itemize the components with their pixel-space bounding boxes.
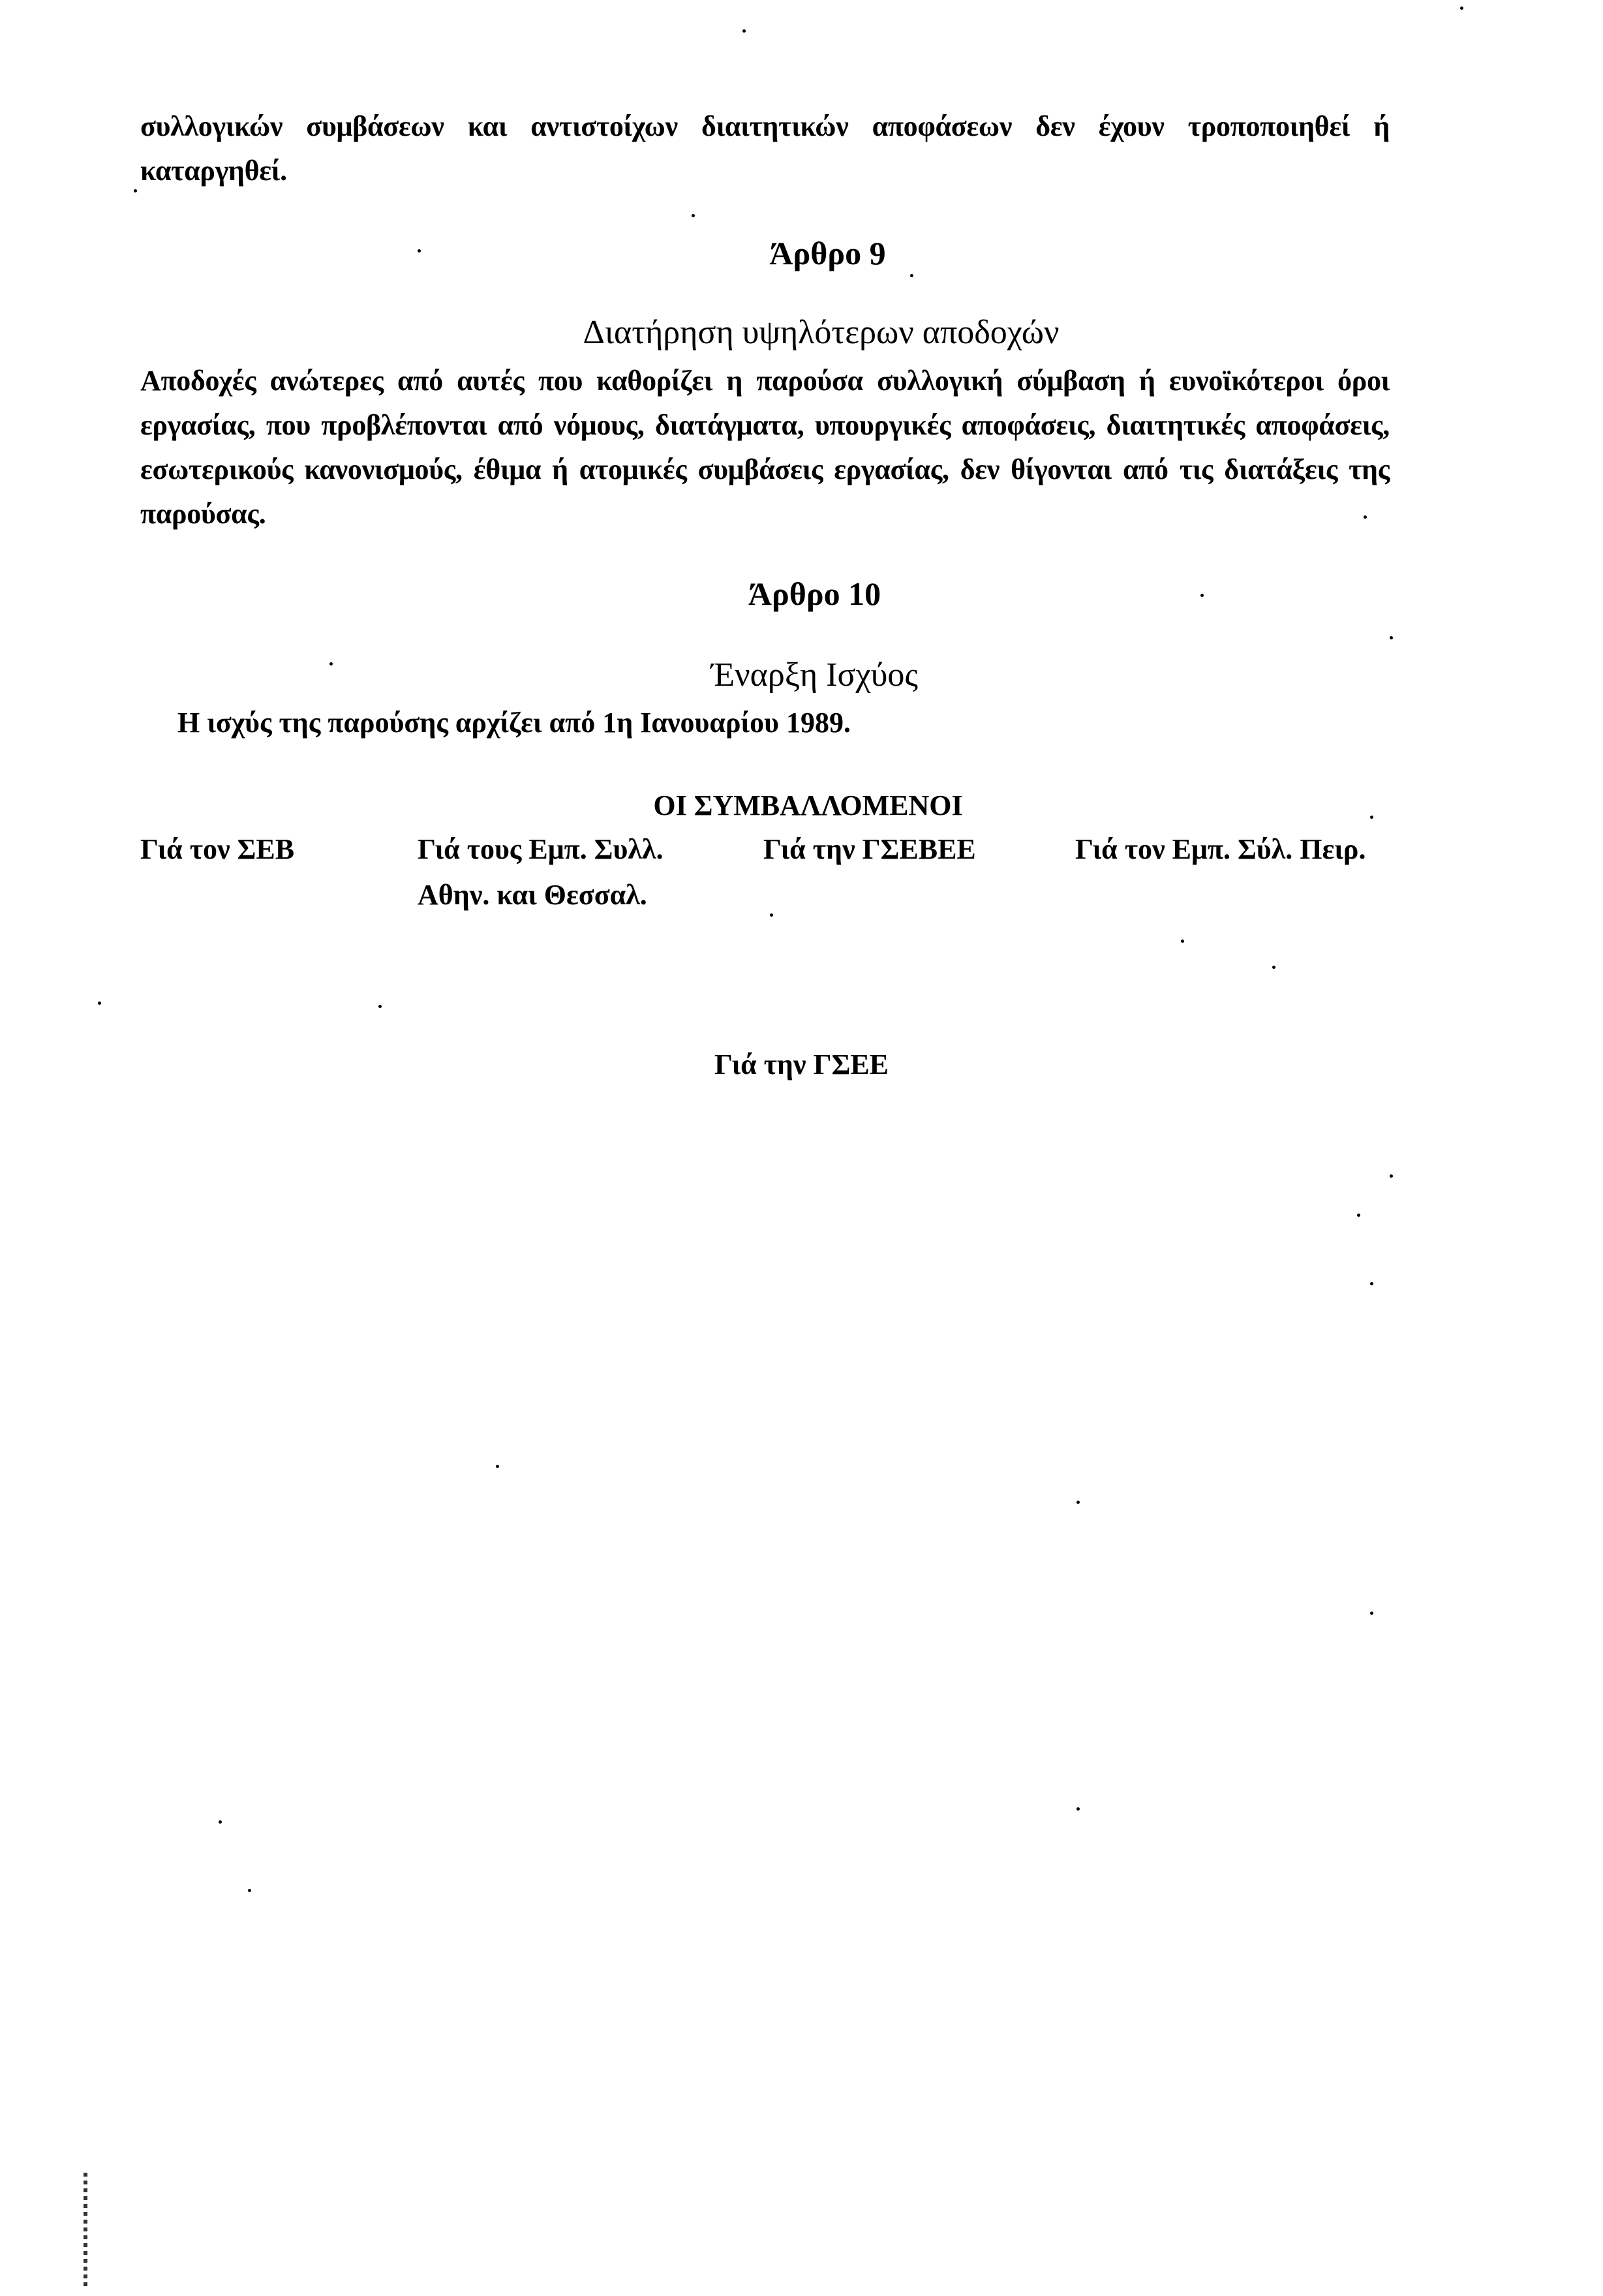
scan-speck xyxy=(1076,1501,1080,1504)
scan-speck xyxy=(1357,1214,1360,1217)
scan-speck xyxy=(1181,940,1184,943)
scan-speck xyxy=(1390,636,1393,639)
signatory-seb: Γιά τον ΣΕΒ xyxy=(140,833,295,865)
article-10-title: Έναρξη Ισχύος xyxy=(711,656,918,694)
article-10-text: Η ισχύς της παρούσης αρχίζει από 1η Ιανουαρίου 1989. xyxy=(177,707,851,739)
scan-speck xyxy=(219,1820,222,1824)
scan-speck xyxy=(1272,966,1275,969)
signatory-gsevee: Γιά την ΓΣΕΒΕΕ xyxy=(763,833,976,865)
signatory-commerce-associations: Γιά τους Εμπ. Συλλ. xyxy=(418,833,664,865)
scan-speck xyxy=(496,1465,499,1468)
scan-speck xyxy=(248,1889,251,1892)
scan-speck xyxy=(1460,7,1463,10)
signatory-gsee: Γιά την ΓΣΕΕ xyxy=(714,1049,889,1080)
scan-speck xyxy=(134,189,137,192)
article-9-text: Αποδοχές ανώτερες από αυτές που καθορίζει η παρούσα συλλογική σύμβαση ή ευνοϊκότεροι όροι εργασίας, που προβλέπονται από νόμους, διατάγματα, υπουργικές αποφάσεις, διαιτητικές αποφάσεις, εσωτερικούς κανονισμούς, έθιμα ή ατομικές συμβάσεις εργασίας, δεν θίγονται από τις διατάξεις της παρούσας. xyxy=(140,365,1390,530)
scan-speck xyxy=(770,913,773,917)
scan-speck xyxy=(910,274,913,277)
article-9-title: Διατήρηση υψηλότερων αποδοχών xyxy=(583,314,1060,351)
scan-speck xyxy=(1370,816,1373,819)
scan-speck xyxy=(1076,1807,1080,1811)
scan-speck xyxy=(742,29,746,33)
signatory-piraeus-commerce: Γιά τον Εμπ. Σύλ. Πειρ. xyxy=(1075,833,1366,865)
scan-speck xyxy=(418,249,421,253)
scan-speck xyxy=(1364,515,1367,519)
signatory-commerce-associations-continuation: Αθην. και Θεσσαλ. xyxy=(418,879,647,911)
continuation-paragraph: συλλογικών συμβάσεων και αντιστοίχων διαιτητικών αποφάσεων δεν έχουν τροποποιηθεί ή καταργηθεί. xyxy=(140,110,1390,187)
scan-speck xyxy=(1370,1612,1373,1615)
margin-scan-mark xyxy=(84,2173,87,2287)
scan-speck xyxy=(1370,1282,1373,1285)
article-10-number: Άρθρο 10 xyxy=(748,575,881,612)
scan-speck xyxy=(329,662,333,666)
scan-speck xyxy=(98,1002,101,1005)
parties-heading: ΟΙ ΣΥΜΒΑΛΛΟΜΕΝΟΙ xyxy=(653,789,963,821)
scan-speck xyxy=(1200,594,1204,597)
scan-speck xyxy=(1390,1174,1393,1178)
scan-speck xyxy=(378,1005,382,1008)
article-9-number: Άρθρο 9 xyxy=(769,235,886,271)
scan-speck xyxy=(692,214,695,217)
